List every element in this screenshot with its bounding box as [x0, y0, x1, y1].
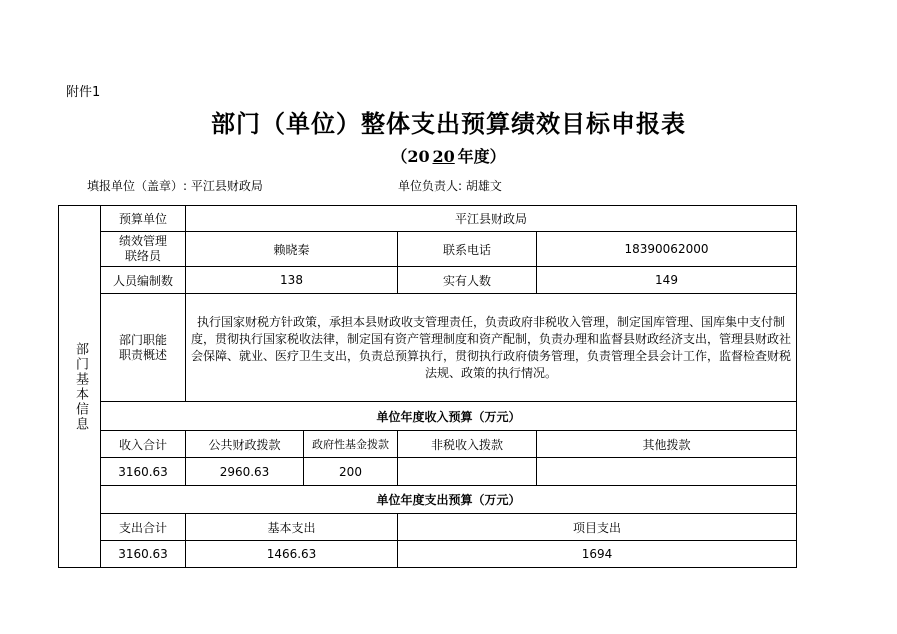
contact-value: 赖晓秦	[186, 232, 398, 267]
phone-value: 18390062000	[537, 232, 797, 267]
duty-label	[101, 294, 186, 402]
actual-staff-value: 149	[537, 267, 797, 294]
actual-staff-label: 实有人数	[398, 267, 537, 294]
expense-value-project: 1694	[398, 541, 797, 568]
attachment-label: 附件1	[66, 85, 101, 100]
staff-quota-label: 人员编制数	[101, 267, 186, 294]
income-value-fund: 200	[304, 458, 398, 486]
year-prefix: （20	[391, 147, 430, 166]
page-title: 部门（单位）整体支出预算绩效目标申报表	[211, 109, 686, 138]
income-header-total: 收入合计	[101, 431, 186, 458]
year-suffix: 年度）	[457, 147, 506, 166]
income-header-public: 公共财政拨款	[186, 431, 304, 458]
budget-form-table	[58, 205, 797, 568]
income-value-public: 2960.63	[186, 458, 304, 486]
income-header-other: 其他拨款	[537, 431, 797, 458]
expense-header-project: 项目支出	[398, 514, 797, 541]
staff-quota-value: 138	[186, 267, 398, 294]
expense-value-basic: 1466.63	[186, 541, 398, 568]
income-header-nontax: 非税收入拨款	[398, 431, 537, 458]
fill-unit-value: 平江县财政局	[190, 179, 263, 193]
unit-head	[398, 177, 502, 194]
budget-unit-value: 平江县财政局	[186, 206, 797, 232]
contact-label-line1: 绩效管理	[118, 234, 167, 248]
fill-unit-label: 填报单位（盖章）:	[87, 179, 191, 193]
expense-section-title: 单位年度支出预算（万元）	[101, 486, 797, 514]
expense-header-total: 支出合计	[101, 514, 186, 541]
fill-unit	[87, 177, 263, 194]
income-section-title: 单位年度收入预算（万元）	[101, 402, 797, 431]
duty-label-line2: 职责概述	[118, 347, 167, 362]
phone-label: 联系电话	[398, 232, 537, 267]
income-value-nontax	[398, 458, 537, 486]
expense-header-basic: 基本支出	[186, 514, 398, 541]
expense-value-total: 3160.63	[101, 541, 186, 568]
year-digits: 20	[432, 147, 455, 166]
budget-unit-label: 预算单位	[101, 206, 186, 232]
contact-label	[101, 232, 186, 267]
side-section-label: 部门基本信息	[59, 206, 101, 568]
duty-label-line1: 部门职能	[118, 332, 167, 347]
contact-label-line2: 联络员	[124, 249, 161, 263]
income-value-other	[537, 458, 797, 486]
duty-description: 执行国家财税方针政策，承担本县财政收支管理责任，负责政府非税收入管理，制定国库管理、国库集中支付制度，贯彻执行国家税收法律，制定国有资产管理制度和资产配制，负责办理和监督县财政经济支出，管理县财政社会保障、就业、医疗卫生支出，负责总预算执行，贯彻执行政府债务管理，负责管理全县会计工作，监督检查财税法规、政策的执行情况。	[186, 294, 797, 402]
year-line	[0, 144, 897, 167]
income-value-total: 3160.63	[101, 458, 186, 486]
unit-head-label: 单位负责人:	[398, 179, 466, 193]
unit-head-value: 胡雄文	[465, 179, 502, 193]
income-header-fund: 政府性基金拨款	[304, 431, 398, 458]
